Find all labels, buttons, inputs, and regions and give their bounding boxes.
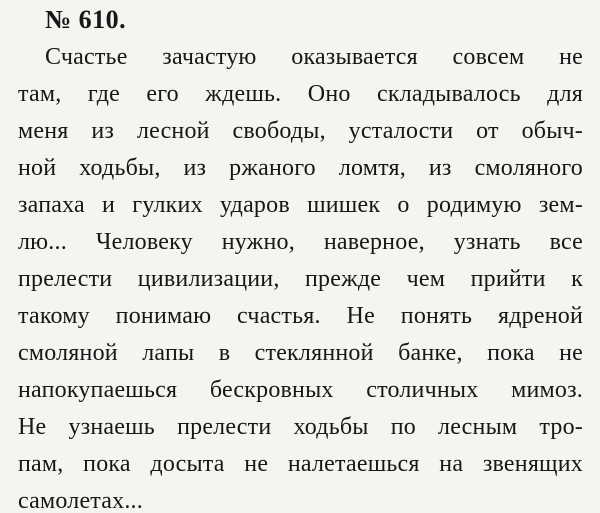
paragraph-line: лю... Человеку нужно, наверное, узнать все bbox=[18, 229, 583, 255]
paragraph-line: Не узнаешь прелести ходьбы по лесным тро- bbox=[18, 414, 583, 440]
paragraph-line: такому понимаю счастья. Не понять ядреной bbox=[18, 303, 583, 329]
paragraph-line: самолетах... bbox=[18, 488, 143, 513]
paragraph-line: там, где его ждешь. Оно складывалось для bbox=[18, 81, 583, 107]
paragraph-line: смоляной лапы в стеклянной банке, пока не bbox=[18, 340, 583, 366]
paragraph-line: меня из лесной свободы, усталости от обыч- bbox=[18, 118, 583, 144]
paragraph-line: Счастье зачастую оказывается совсем не bbox=[45, 44, 583, 70]
paragraph-line: пам, пока досыта не налетаешься на звенящих bbox=[18, 451, 583, 477]
paragraph-line: запаха и гулких ударов шишек о родимую зем- bbox=[18, 192, 583, 218]
paragraph-line: ной ходьбы, из ржаного ломтя, из смоляного bbox=[18, 155, 583, 181]
exercise-number-heading: № 610. bbox=[45, 5, 127, 34]
paragraph-line: напокупаешься бескровных столичных мимоз. bbox=[18, 377, 583, 403]
paragraph-line: прелести цивилизации, прежде чем прийти к bbox=[18, 266, 583, 292]
exercise-text-paragraph bbox=[18, 39, 583, 513]
